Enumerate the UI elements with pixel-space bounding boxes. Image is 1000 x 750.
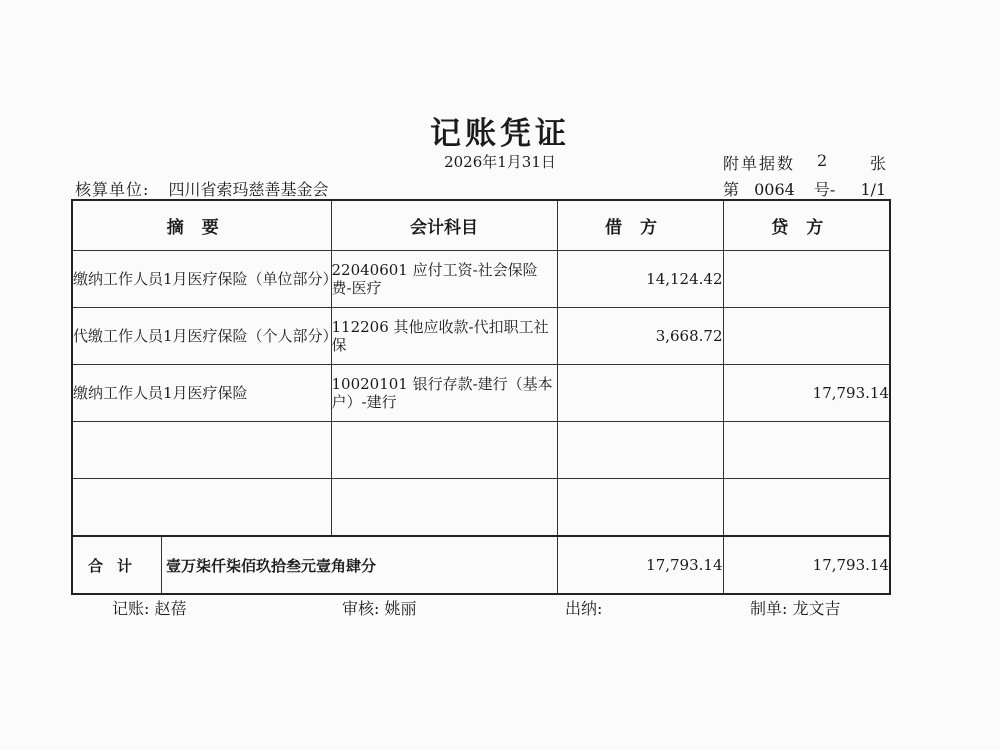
table-row [72,479,890,537]
row-debit [557,422,723,479]
preparer-signature: 制单: 龙文吉 [750,599,841,618]
attachment-label: 附单据数 [723,154,796,173]
reviewer-signature: 审核: 姚丽 [342,599,417,618]
header-summary: 摘要 [72,200,331,251]
row-summary [72,479,331,537]
attachment-unit: 张 [870,154,887,173]
row-debit [557,479,723,537]
header-account: 会计科目 [331,200,557,251]
row-summary: 代缴工作人员1月医疗保险（个人部分） [72,308,331,365]
row-debit: 3,668.72 [557,308,723,365]
attachment-count [723,151,887,174]
row-credit [723,422,890,479]
bookkeeper-signature: 记账: 赵蓓 [112,599,187,618]
row-account: 10020101 银行存款-建行（基本户）-建行 [331,365,557,422]
voucher-number-prefix: 第 [723,180,740,199]
row-credit [723,308,890,365]
row-summary: 缴纳工作人员1月医疗保险（单位部分） [72,251,331,308]
row-debit [557,365,723,422]
voucher-number-suffix: 号- [813,180,836,199]
header-debit: 借方 [557,200,723,251]
voucher-number-value: 0064 [754,180,795,199]
row-account [331,422,557,479]
voucher-page-number: 1/1 [860,180,887,199]
total-row [72,536,890,594]
table-row [72,422,890,479]
total-label-cell [72,536,557,594]
voucher-date: 2026年1月31日 [444,153,556,171]
total-label: 合计 [73,537,162,593]
header-credit: 贷方 [723,200,890,251]
row-summary [72,422,331,479]
total-amount-words: 壹万柒仟柒佰玖拾叁元壹角肆分 [166,556,377,575]
table-row [72,251,890,308]
table-header-row [72,200,890,251]
row-credit: 17,793.14 [723,365,890,422]
table-row [72,308,890,365]
row-account: 22040601 应付工资-社会保险费-医疗 [331,251,557,308]
row-account [331,479,557,537]
voucher-number [723,177,886,200]
row-account: 112206 其他应收款-代扣职工社保 [331,308,557,365]
row-credit [723,479,890,537]
table-row [72,365,890,422]
accounting-unit-value: 四川省索玛慈善基金会 [168,180,329,199]
row-credit [723,251,890,308]
voucher-table [71,199,891,595]
total-credit: 17,793.14 [723,536,890,594]
voucher-title: 记账凭证 [430,116,570,152]
row-debit: 14,124.42 [557,251,723,308]
cashier-signature: 出纳: [565,599,603,618]
accounting-unit [75,177,329,200]
accounting-unit-label: 核算单位: [75,180,150,199]
attachment-number: 2 [817,151,828,170]
row-summary: 缴纳工作人员1月医疗保险 [72,365,331,422]
total-debit: 17,793.14 [557,536,723,594]
